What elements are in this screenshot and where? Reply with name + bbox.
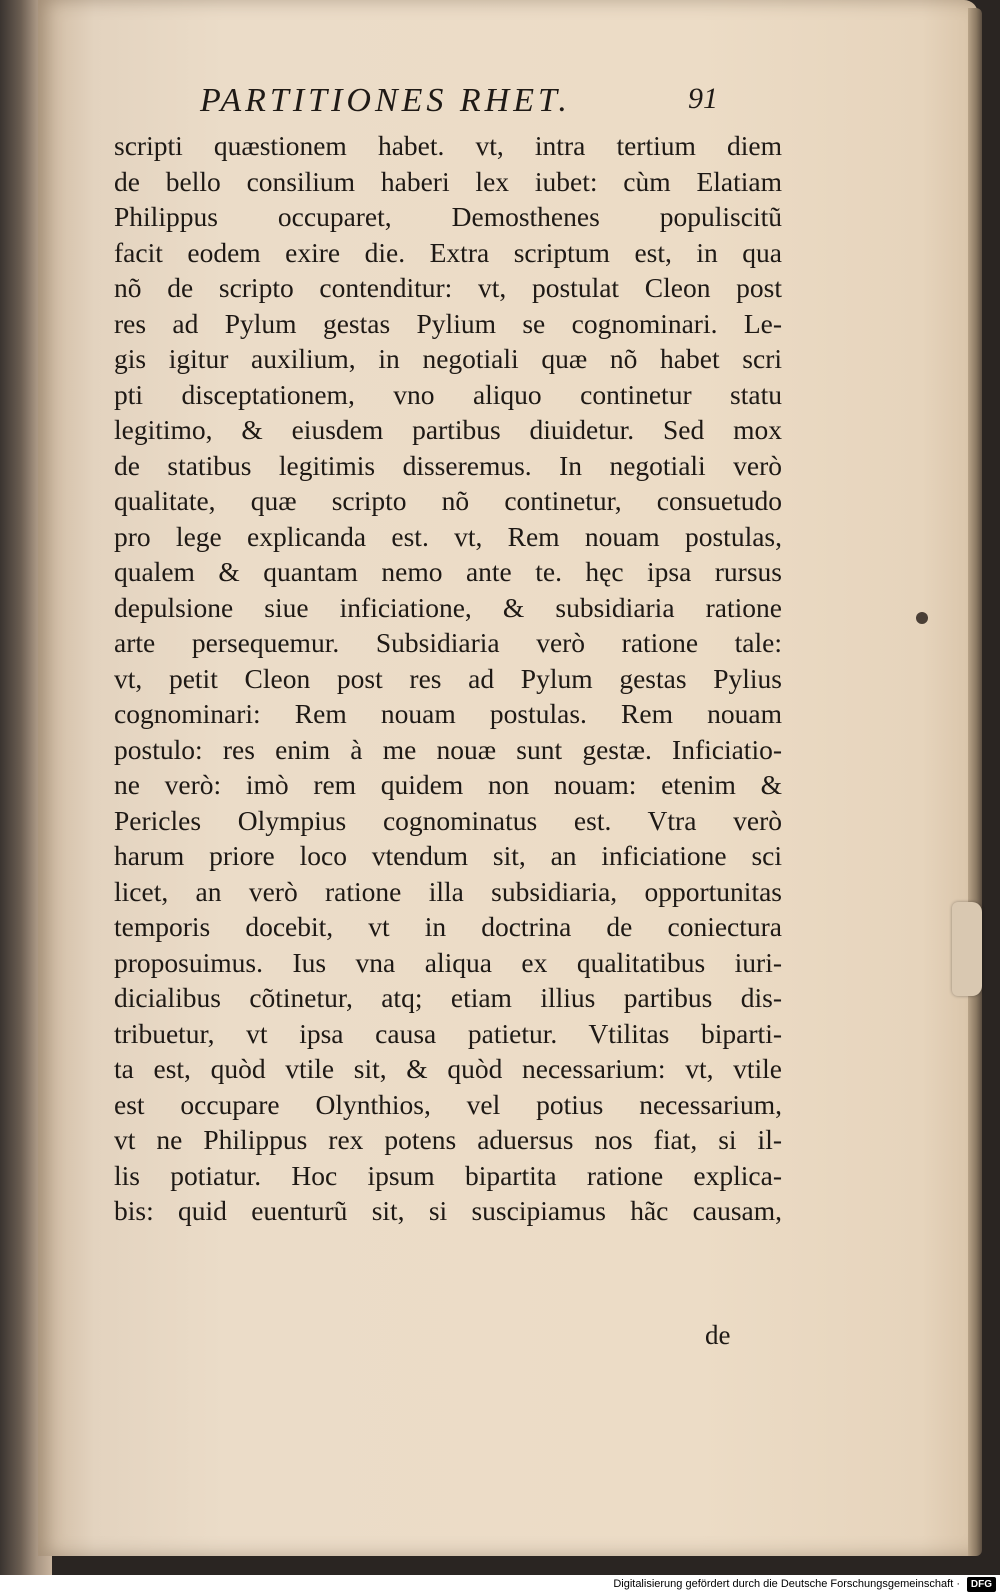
text-line: pro lege explicanda est. vt, Rem nouam postulas, (114, 520, 782, 552)
text-line: dicialibus cõtinetur, atq; etiam illius partibus dis- (114, 982, 782, 1013)
text-line: ta est, quòd vtile sit, & quòd necessarium: vt, vtile (114, 1053, 782, 1084)
page-stack-edge (968, 8, 982, 1556)
text-line: pti disceptationem, vno aliquo continetur statu (114, 378, 782, 410)
text-line: lis potiatur. Hoc ipsum bipartita ratione explica- (114, 1159, 782, 1191)
funding-note: Digitalisierung gefördert durch die Deutsche Forschungsgemeinschaft · (613, 1578, 960, 1590)
text-line: temporis docebit, vt in doctrina de coniectura (114, 911, 782, 942)
text-line: scripti quæstionem habet. vt, intra tertium diem (114, 130, 782, 161)
text-line: legitimo, & eiusdem partibus diuidetur. Sed mox (114, 414, 782, 445)
text-line: cognominari: Rem nouam postulas. Rem nouam (114, 698, 782, 729)
text-line: de statibus legitimis disseremus. In negotiali verò (114, 449, 782, 481)
text-line: arte persequemur. Subsidiaria verò ratione tale: (114, 627, 782, 658)
text-line: nõ de scripto contenditur: vt, postulat Cleon post (114, 272, 782, 303)
text-line: qualem & quantam nemo ante te. hęc ipsa rursus (114, 556, 782, 587)
body-text (114, 128, 782, 1229)
text-line: Philippus occuparet, Demosthenes populiscitũ (114, 201, 782, 232)
text-line: harum priore loco vtendum sit, an inficiatione sci (114, 840, 782, 871)
text-line: ne verò: imò rem quidem non nouam: etenim & (114, 769, 782, 800)
running-head: PARTITIONES RHET. (200, 82, 571, 119)
margin-mark (916, 612, 928, 624)
text-line: tribuetur, vt ipsa causa patietur. Vtilitas biparti- (114, 1017, 782, 1049)
text-line: vt ne Philippus rex potens aduersus nos fiat, si il- (114, 1124, 782, 1155)
text-line: Pericles Olympius cognominatus est. Vtra verò (114, 804, 782, 836)
text-line: de bello consilium haberi lex iubet: cùm Elatiam (114, 165, 782, 197)
page-number: 91 (688, 82, 718, 115)
text-line: facit eodem exire die. Extra scriptum est, in qua (114, 236, 782, 268)
text-line: gis igitur auxilium, in negotiali quæ nõ habet scri (114, 343, 782, 374)
dfg-logo: DFG (967, 1577, 996, 1592)
text-line: depulsione siue inficiatione, & subsidiaria ratione (114, 591, 782, 623)
text-line: bis: quid euenturũ sit, si suscipiamus hãc causam, (114, 1195, 782, 1226)
catchword: de (705, 1320, 731, 1350)
text-line: postulo: res enim à me nouæ sunt gestæ. Inficiatio- (114, 733, 782, 765)
clip-tab (952, 902, 982, 996)
text-line: proposuimus. Ius vna aliqua ex qualitatibus iuri- (114, 946, 782, 978)
text-line: licet, an verò ratione illa subsidiaria, opportunitas (114, 875, 782, 907)
text-line: est occupare Olynthios, vel potius necessarium, (114, 1088, 782, 1120)
text-line: vt, petit Cleon post res ad Pylum gestas Pylius (114, 662, 782, 694)
digitization-footer (0, 1575, 1000, 1596)
text-line: qualitate, quæ scripto nõ continetur, consuetudo (114, 485, 782, 516)
text-line: res ad Pylum gestas Pylium se cognominari. Le- (114, 307, 782, 339)
